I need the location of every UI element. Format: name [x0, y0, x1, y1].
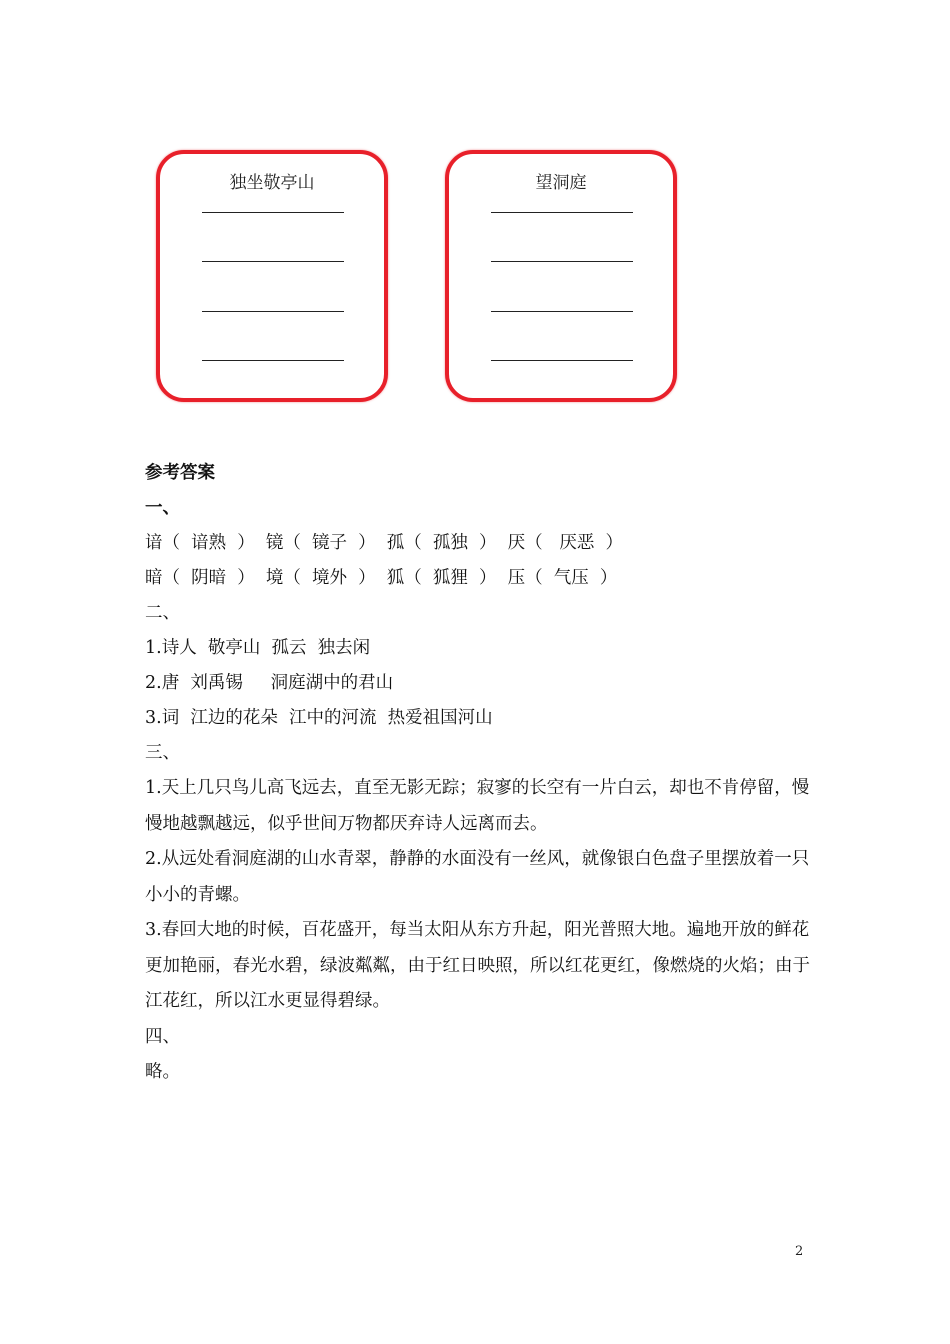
blank-line[interactable] — [491, 212, 633, 213]
section-3-item: 1.天上几只鸟儿高飞远去，直至无影无踪；寂寥的长空有一片白云，却也不肯停留，慢慢地越飘越远，似乎世间万物都厌弃诗人远离而去。 — [145, 778, 810, 834]
blank-line[interactable] — [491, 360, 633, 361]
section-1-row-2: 暗（ 阴暗 ） 境（ 境外 ） 狐（ 狐狸 ） 压（ 气压 ） — [145, 568, 618, 588]
section-4-body: 略。 — [145, 1061, 180, 1082]
blank-line[interactable] — [202, 261, 344, 262]
card-wdt — [445, 150, 677, 402]
blank-line[interactable] — [202, 212, 344, 213]
card-title: 独坐敬亭山 — [229, 173, 315, 193]
blank-line[interactable] — [491, 261, 633, 262]
section-3-items — [145, 771, 815, 1020]
section-3-title: 三、 — [145, 743, 180, 763]
blank-line[interactable] — [202, 311, 344, 312]
section-2-item: 3.词 江边的花朵 江中的河流 热爱祖国河山 — [145, 708, 493, 728]
section-4-title: 四、 — [145, 1026, 180, 1047]
answer-section — [145, 456, 815, 1090]
blank-line[interactable] — [491, 311, 633, 312]
blank-line[interactable] — [202, 360, 344, 361]
section-2-item: 2.唐 刘禹锡 洞庭湖中的君山 — [145, 673, 394, 693]
section-2-item: 1.诗人 敬亭山 孤云 独去闲 — [145, 638, 371, 658]
card-title: 望洞庭 — [535, 173, 587, 193]
section-1-row-1: 谙（ 谙熟 ） 镜（ 镜子 ） 孤（ 孤独 ） 厌（ 厌恶 ） — [145, 533, 623, 553]
section-3-item: 2.从远处看洞庭湖的山水青翠，静静的水面没有一丝风，就像银白色盘子里摆放着一只小小的青螺。 — [145, 849, 810, 905]
section-1-title: 一、 — [145, 498, 180, 518]
answers-heading: 参考答案 — [145, 463, 215, 483]
card-dzjts — [156, 150, 388, 402]
section-3-item: 3.春回大地的时候，百花盛开，每当太阳从东方升起，阳光普照大地。遍地开放的鲜花更加艳丽，春光水碧，绿波粼粼，由于红日映照，所以红花更红，像燃烧的火焰；由于江花红，所以江水更显得碧绿。 — [145, 920, 810, 1011]
section-2-title: 二、 — [145, 603, 180, 623]
page-number: 2 — [795, 1244, 804, 1259]
